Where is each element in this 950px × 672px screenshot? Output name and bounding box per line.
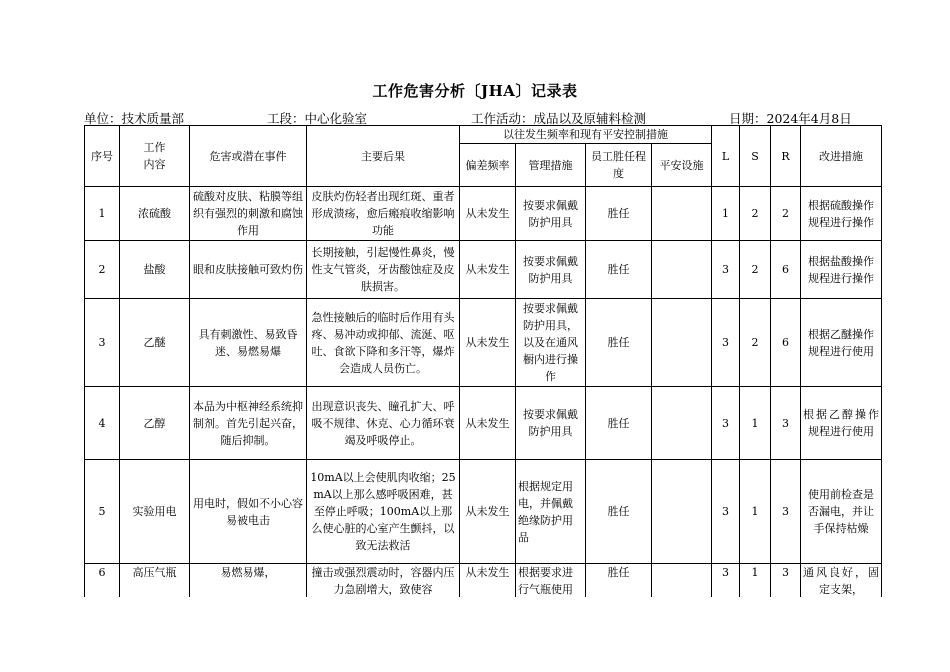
cell-r: 6: [771, 241, 801, 299]
cell-mgmt: 按要求佩戴防护用具，以及在通风橱内进行操作: [516, 299, 586, 387]
cell-competence: 胜任: [586, 241, 652, 299]
cell-freq: 从未发生: [460, 241, 516, 299]
header-hazard: 危害或潜在事件: [190, 126, 307, 187]
cell-r: 6: [771, 299, 801, 387]
cell-facility: [652, 387, 712, 460]
jha-table-container: [84, 125, 882, 597]
cell-job: 浓硫酸: [120, 187, 190, 241]
date-label: 日期：2024年4月8日: [729, 111, 852, 126]
cell-l: 3: [712, 460, 740, 564]
cell-competence: 胜任: [586, 187, 652, 241]
cell-consequence: 10mA以上会使肌肉收缩；25mA以上那么感呼吸困难，甚至停止呼吸；100mA以上那么使心脏的心室产生颤抖，以致无法救活: [307, 460, 460, 564]
cell-hazard: 具有刺激性、易致昏迷、易燃易爆: [190, 299, 307, 387]
table-row: [85, 187, 882, 241]
cell-improve: 根据硫酸操作规程进行操作: [801, 187, 882, 241]
cell-freq: 从未发生: [460, 187, 516, 241]
cell-l: 3: [712, 241, 740, 299]
cell-consequence: 急性接触后的临时后作用有头疼、易冲动或抑郁、流涎、呕吐、食欲下降和多汗等，爆炸会造成人员伤亡。: [307, 299, 460, 387]
cell-mgmt: 按要求佩戴防护用具: [516, 187, 586, 241]
jha-table: [84, 125, 882, 597]
header-control-group: 以往发生频率和现有平安控制措施: [460, 126, 712, 144]
header-s: S: [740, 126, 771, 187]
cell-facility: [652, 241, 712, 299]
section-label: 工段：中心化验室: [267, 111, 368, 126]
cell-no: 4: [85, 387, 120, 460]
header-facility: 平安设施: [652, 144, 712, 187]
header-competence: 员工胜任程度: [586, 144, 652, 187]
cell-facility: [652, 299, 712, 387]
cell-mgmt: 根据要求进行气瓶使用: [516, 564, 586, 598]
cell-freq: 从未发生: [460, 564, 516, 598]
cell-r: 3: [771, 387, 801, 460]
cell-freq: 从未发生: [460, 387, 516, 460]
cell-job: 盐酸: [120, 241, 190, 299]
header-consequence: 主要后果: [307, 126, 460, 187]
cell-consequence: 撞击或强烈震动时，容器内压力急剧增大，致使容: [307, 564, 460, 598]
cell-no: 1: [85, 187, 120, 241]
activity-label: 工作活动：成品以及原辅料检测: [471, 111, 647, 126]
cell-hazard: 用电时，假如不小心容易被电击: [190, 460, 307, 564]
cell-consequence: 皮肤灼伤轻者出现红斑、重者形成溃疡，愈后瘢痕收缩影响功能: [307, 187, 460, 241]
table-row: [85, 564, 882, 598]
cell-facility: [652, 187, 712, 241]
cell-hazard: 本品为中枢神经系统抑制剂。首先引起兴奋，随后抑制。: [190, 387, 307, 460]
cell-no: 3: [85, 299, 120, 387]
cell-l: 1: [712, 187, 740, 241]
cell-l: 3: [712, 387, 740, 460]
cell-hazard: 眼和皮肤接触可致灼伤: [190, 241, 307, 299]
cell-l: 3: [712, 564, 740, 598]
cell-s: 2: [740, 241, 771, 299]
table-row: [85, 460, 882, 564]
cell-hazard: 硫酸对皮肤、粘膜等组织有强烈的刺激和腐蚀作用: [190, 187, 307, 241]
cell-s: 2: [740, 187, 771, 241]
cell-r: 3: [771, 460, 801, 564]
header-freq: 偏差频率: [460, 144, 516, 187]
cell-job: 实验用电: [120, 460, 190, 564]
cell-job: 高压气瓶: [120, 564, 190, 598]
table-row: [85, 387, 882, 460]
cell-consequence: 长期接触，引起慢性鼻炎，慢性支气管炎，牙齿酸蚀症及皮肤损害。: [307, 241, 460, 299]
cell-s: 1: [740, 460, 771, 564]
cell-no: 2: [85, 241, 120, 299]
header-improve: 改进措施: [801, 126, 882, 187]
cell-no: 6: [85, 564, 120, 598]
cell-competence: 胜任: [586, 387, 652, 460]
cell-hazard: 易燃易爆，: [190, 564, 307, 598]
header-r: R: [771, 126, 801, 187]
cell-improve: 通风良好，固定支架，: [801, 564, 882, 598]
cell-mgmt: 按要求佩戴防护用具: [516, 387, 586, 460]
cell-r: 2: [771, 187, 801, 241]
cell-r: 3: [771, 564, 801, 598]
cell-mgmt: 根据规定用电，并佩戴绝缘防护用品: [516, 460, 586, 564]
cell-job: 乙醚: [120, 299, 190, 387]
page-title: 工作危害分析〔JHA〕记录表: [372, 82, 578, 100]
header-job: 工作 内容: [120, 126, 190, 187]
cell-competence: 胜任: [586, 460, 652, 564]
cell-facility: [652, 460, 712, 564]
cell-mgmt: 按要求佩戴防护用具: [516, 241, 586, 299]
header-l: L: [712, 126, 740, 187]
unit-label: 单位：技术质量部: [84, 111, 185, 126]
cell-l: 3: [712, 299, 740, 387]
cell-competence: 胜任: [586, 564, 652, 598]
cell-job: 乙醇: [120, 387, 190, 460]
cell-improve: 根据乙醚操作规程进行使用: [801, 299, 882, 387]
table-row: [85, 299, 882, 387]
cell-freq: 从未发生: [460, 299, 516, 387]
cell-freq: 从未发生: [460, 460, 516, 564]
cell-competence: 胜任: [586, 299, 652, 387]
cell-improve: 根据盐酸操作规程进行操作: [801, 241, 882, 299]
header-mgmt: 管理措施: [516, 144, 586, 187]
table-row: [85, 241, 882, 299]
cell-improve: 使用前检查是否漏电，并让手保持枯燥: [801, 460, 882, 564]
cell-s: 1: [740, 564, 771, 598]
cell-no: 5: [85, 460, 120, 564]
header-no: 序号: [85, 126, 120, 187]
cell-s: 1: [740, 387, 771, 460]
cell-consequence: 出现意识丧失、瞳孔扩大、呼吸不规律、休克、心力循环衰竭及呼吸停止。: [307, 387, 460, 460]
cell-improve: 根据乙醇操作规程进行使用: [801, 387, 882, 460]
cell-facility: [652, 564, 712, 598]
cell-s: 2: [740, 299, 771, 387]
